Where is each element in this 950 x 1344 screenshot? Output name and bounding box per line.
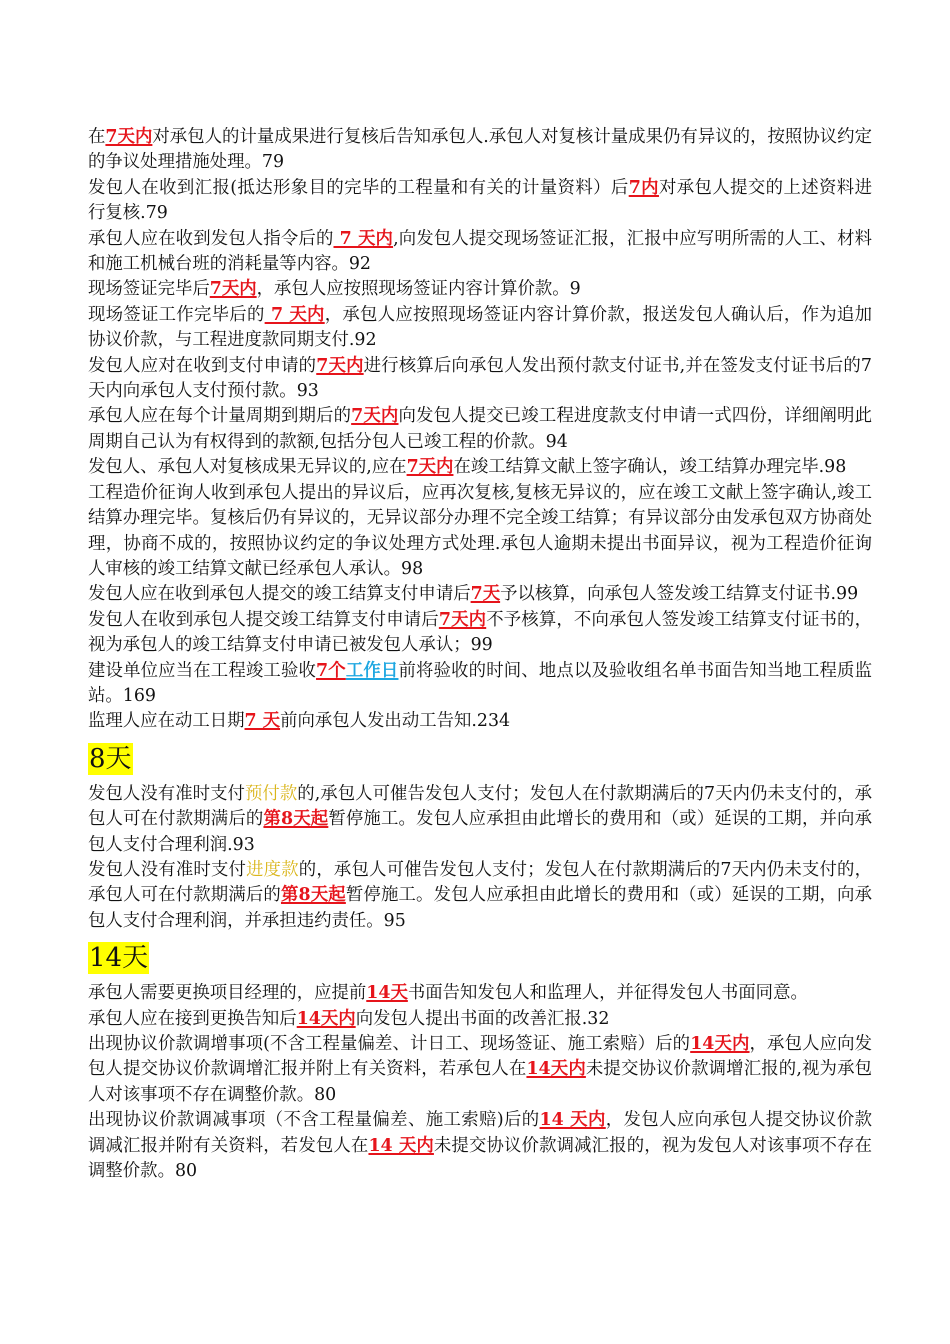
paragraph — [88, 455, 872, 480]
paragraph-text: 发包人应在收到承包人提交的竣工结算支付申请后 — [88, 584, 471, 605]
paragraph-text: 监理人应在动工日期 — [88, 711, 245, 732]
paragraph — [88, 354, 872, 405]
paragraph-text: 暂停施工。发包人应承担由此增长的费用和（或）延误的工期，并向承包人支付合理利润.93 — [88, 809, 872, 855]
highlighted-deadline: 第8天起 — [280, 885, 346, 906]
paragraph-text: 承包人应在收到发包人指令后的 — [88, 228, 334, 249]
paragraph-text: ,向发包人提交现场签证汇报，汇报中应写明所需的人工、材料和施工机械台班的消耗量等内容。92 — [88, 228, 873, 275]
paragraph-text: 出现协议价款调减事项（不含工程量偏差、施工索赔)后的 — [88, 1110, 540, 1131]
paragraph-text: 暂停施工。发包人应承担由此增长的费用和（或）延误的工期，向承包人支付合理利润，并承担违约责任。95 — [88, 885, 872, 931]
paragraph-text: 前将验收的时间、地点以及验收组名单书面告知当地工程质监站。169 — [88, 660, 872, 706]
paragraph-text: 发包人没有准时支付 — [88, 859, 247, 880]
paragraph-text: 进行核算后向承包人发出预付款支付证书,并在签发支付证书后的7天内向承包人支付预付款。93 — [88, 355, 872, 402]
paragraph — [88, 782, 872, 858]
paragraph-text: ，发包人应向承包人提交协议价款调减汇报并附有关资料，若发包人在 — [88, 1110, 872, 1156]
paragraph-text: 现场签证工作完毕后的 — [88, 304, 265, 325]
paragraph-text: 发包人在收到承包人提交竣工结算支付申请后 — [88, 609, 439, 630]
paragraph-text: 向发包人提交已竣工程进度款支付申请一式四份，详细阐明此周期自己认为有权得到的款额,包括分包人已竣工程的价款。94 — [88, 406, 872, 452]
paragraph-text: 发包人没有准时支付 — [88, 783, 245, 804]
paragraph-text: 的,承包人可催告发包人支付；发包人在付款期满后的7天内仍未支付的，承包人可在付款期满后的 — [88, 783, 872, 830]
paragraph-text: 出现协议价款调增事项(不含工程量偏差、计日工、现场签证、施工索赔）后的 — [88, 1034, 691, 1054]
highlighted-term: 工作日 — [345, 660, 399, 681]
highlighted-deadline: 7天内 — [316, 355, 364, 376]
paragraph-text: 建设单位应当在工程竣工验收 — [88, 660, 317, 681]
paragraph-text: 在竣工结算文献上签字确认，竣工结算办理完毕.98 — [453, 457, 847, 478]
paragraph-text: 对承包人的计量成果进行复核后告知承包人.承包人对复核计量成果仍有异议的，按照协议约定的争议处理措施处理。79 — [88, 127, 872, 173]
paragraph — [88, 858, 872, 934]
highlighted-keyword: 进度款 — [246, 859, 299, 880]
highlighted-deadline: 7天内 — [438, 609, 487, 630]
paragraph-text: ，承包人应向发包人提交协议价款调增汇报并附上有关资料，若承包人在 — [88, 1034, 872, 1080]
highlighted-keyword: 预付款 — [244, 783, 298, 804]
paragraph — [88, 303, 872, 354]
paragraph-text: 的，承包人可催告发包人支付；发包人在付款期满后的7天内仍未支付的，承包人可在付款期满后的 — [88, 859, 872, 906]
highlighted-deadline: 14天内 — [296, 1008, 356, 1029]
paragraph — [88, 709, 872, 734]
section-heading: 8天 — [89, 743, 132, 774]
paragraph-text: 承包人需要更换项目经理的，应提前 — [88, 983, 367, 1004]
paragraph — [88, 1007, 872, 1032]
highlighted-deadline: 14天内 — [526, 1059, 586, 1080]
paragraph — [88, 404, 872, 455]
document-body — [88, 125, 872, 1184]
highlighted-deadline: 7 天内 — [333, 228, 394, 249]
paragraph — [88, 981, 872, 1006]
highlighted-deadline: 7 天内 — [264, 304, 325, 325]
highlighted-deadline: 14天 — [366, 983, 408, 1004]
paragraph-text: 发包人在收到汇报(抵达形象目的完毕的工程量和有关的计量资料）后 — [88, 177, 629, 198]
section-heading-wrap — [88, 735, 872, 782]
paragraph — [88, 608, 872, 659]
highlighted-deadline: 7天 — [470, 584, 501, 605]
highlighted-deadline: 7天内 — [209, 279, 257, 300]
paragraph-text: 不予核算，不向承包人签发竣工结算支付证书的，视为承包人的竣工结算支付申请已被发包人承认；99 — [88, 609, 872, 656]
paragraph-text: 现场签证完毕后 — [88, 279, 210, 300]
highlighted-deadline: 7内 — [628, 177, 659, 198]
paragraph — [88, 277, 872, 302]
paragraph-text: ，承包人应按照现场签证内容计算价款。9 — [256, 279, 581, 300]
highlighted-deadline: 14天内 — [690, 1034, 750, 1054]
section-heading: 14天 — [89, 943, 149, 974]
paragraph — [88, 176, 872, 227]
highlighted-deadline: 7天内 — [406, 457, 454, 478]
paragraph-text: 未提交协议价款调减汇报的，视为发包人对该事项不存在调整价款。80 — [88, 1135, 872, 1182]
paragraph-text: 承包人应在每个计量周期到期后的 — [88, 406, 352, 427]
paragraph — [88, 1108, 872, 1184]
paragraph-text: 予以核算，向承包人签发竣工结算支付证书.99 — [500, 584, 859, 605]
highlighted-deadline: 第8天起 — [263, 809, 329, 830]
paragraph-text: 承包人应在接到更换告知后 — [88, 1008, 297, 1029]
highlighted-deadline: 14 天内 — [368, 1135, 434, 1156]
highlighted-deadline: 7 天 — [244, 711, 281, 732]
paragraph-text: ，承包人应按照现场签证内容计算价款，报送发包人确认后，作为追加协议价款，与工程进度款同期支付.92 — [88, 304, 872, 351]
paragraph-text: 工程造价征询人收到承包人提出的异议后，应再次复核,复核无异议的，应在竣工文献上签字确认,竣工结算办理完毕。复核后仍有异议的，无异议部分办理不完全竣工结算；有异议部分由发承包双方协商处理，协商不成的，按照协议约定的争议处理方式处理.承包人逾期未提出书面异议，视为工程造价征询人审核的竣工结算文献已经承包人承认。98 — [88, 482, 872, 579]
paragraph-text: 发包人应对在收到支付申请的 — [88, 355, 317, 376]
paragraph-text: 对承包人提交的上述资料进行复核.79 — [88, 177, 872, 224]
paragraph — [88, 227, 872, 278]
highlighted-deadline: 7天内 — [105, 127, 153, 147]
paragraph-text: 未提交协议价款调增汇报的,视为承包人对该事项不存在调整价款。80 — [88, 1059, 873, 1105]
highlighted-deadline: 7个 — [316, 660, 346, 681]
paragraph — [88, 659, 872, 710]
paragraph-text: 向发包人提出书面的改善汇报.32 — [355, 1008, 610, 1029]
paragraph — [88, 582, 872, 607]
paragraph — [88, 481, 872, 583]
highlighted-deadline: 7天内 — [351, 406, 399, 427]
section-heading-wrap — [88, 934, 872, 981]
paragraph — [88, 1032, 872, 1108]
paragraph-text: 书面告知发包人和监理人，并征得发包人书面同意。 — [407, 983, 808, 1004]
paragraph-text: 前向承包人发出动工告知.234 — [280, 711, 511, 732]
paragraph-text: 发包人、承包人对复核成果无异议的,应在 — [88, 457, 407, 478]
paragraph — [88, 125, 872, 176]
highlighted-deadline: 14 天内 — [539, 1110, 606, 1131]
paragraph-text: 在 — [88, 127, 106, 147]
